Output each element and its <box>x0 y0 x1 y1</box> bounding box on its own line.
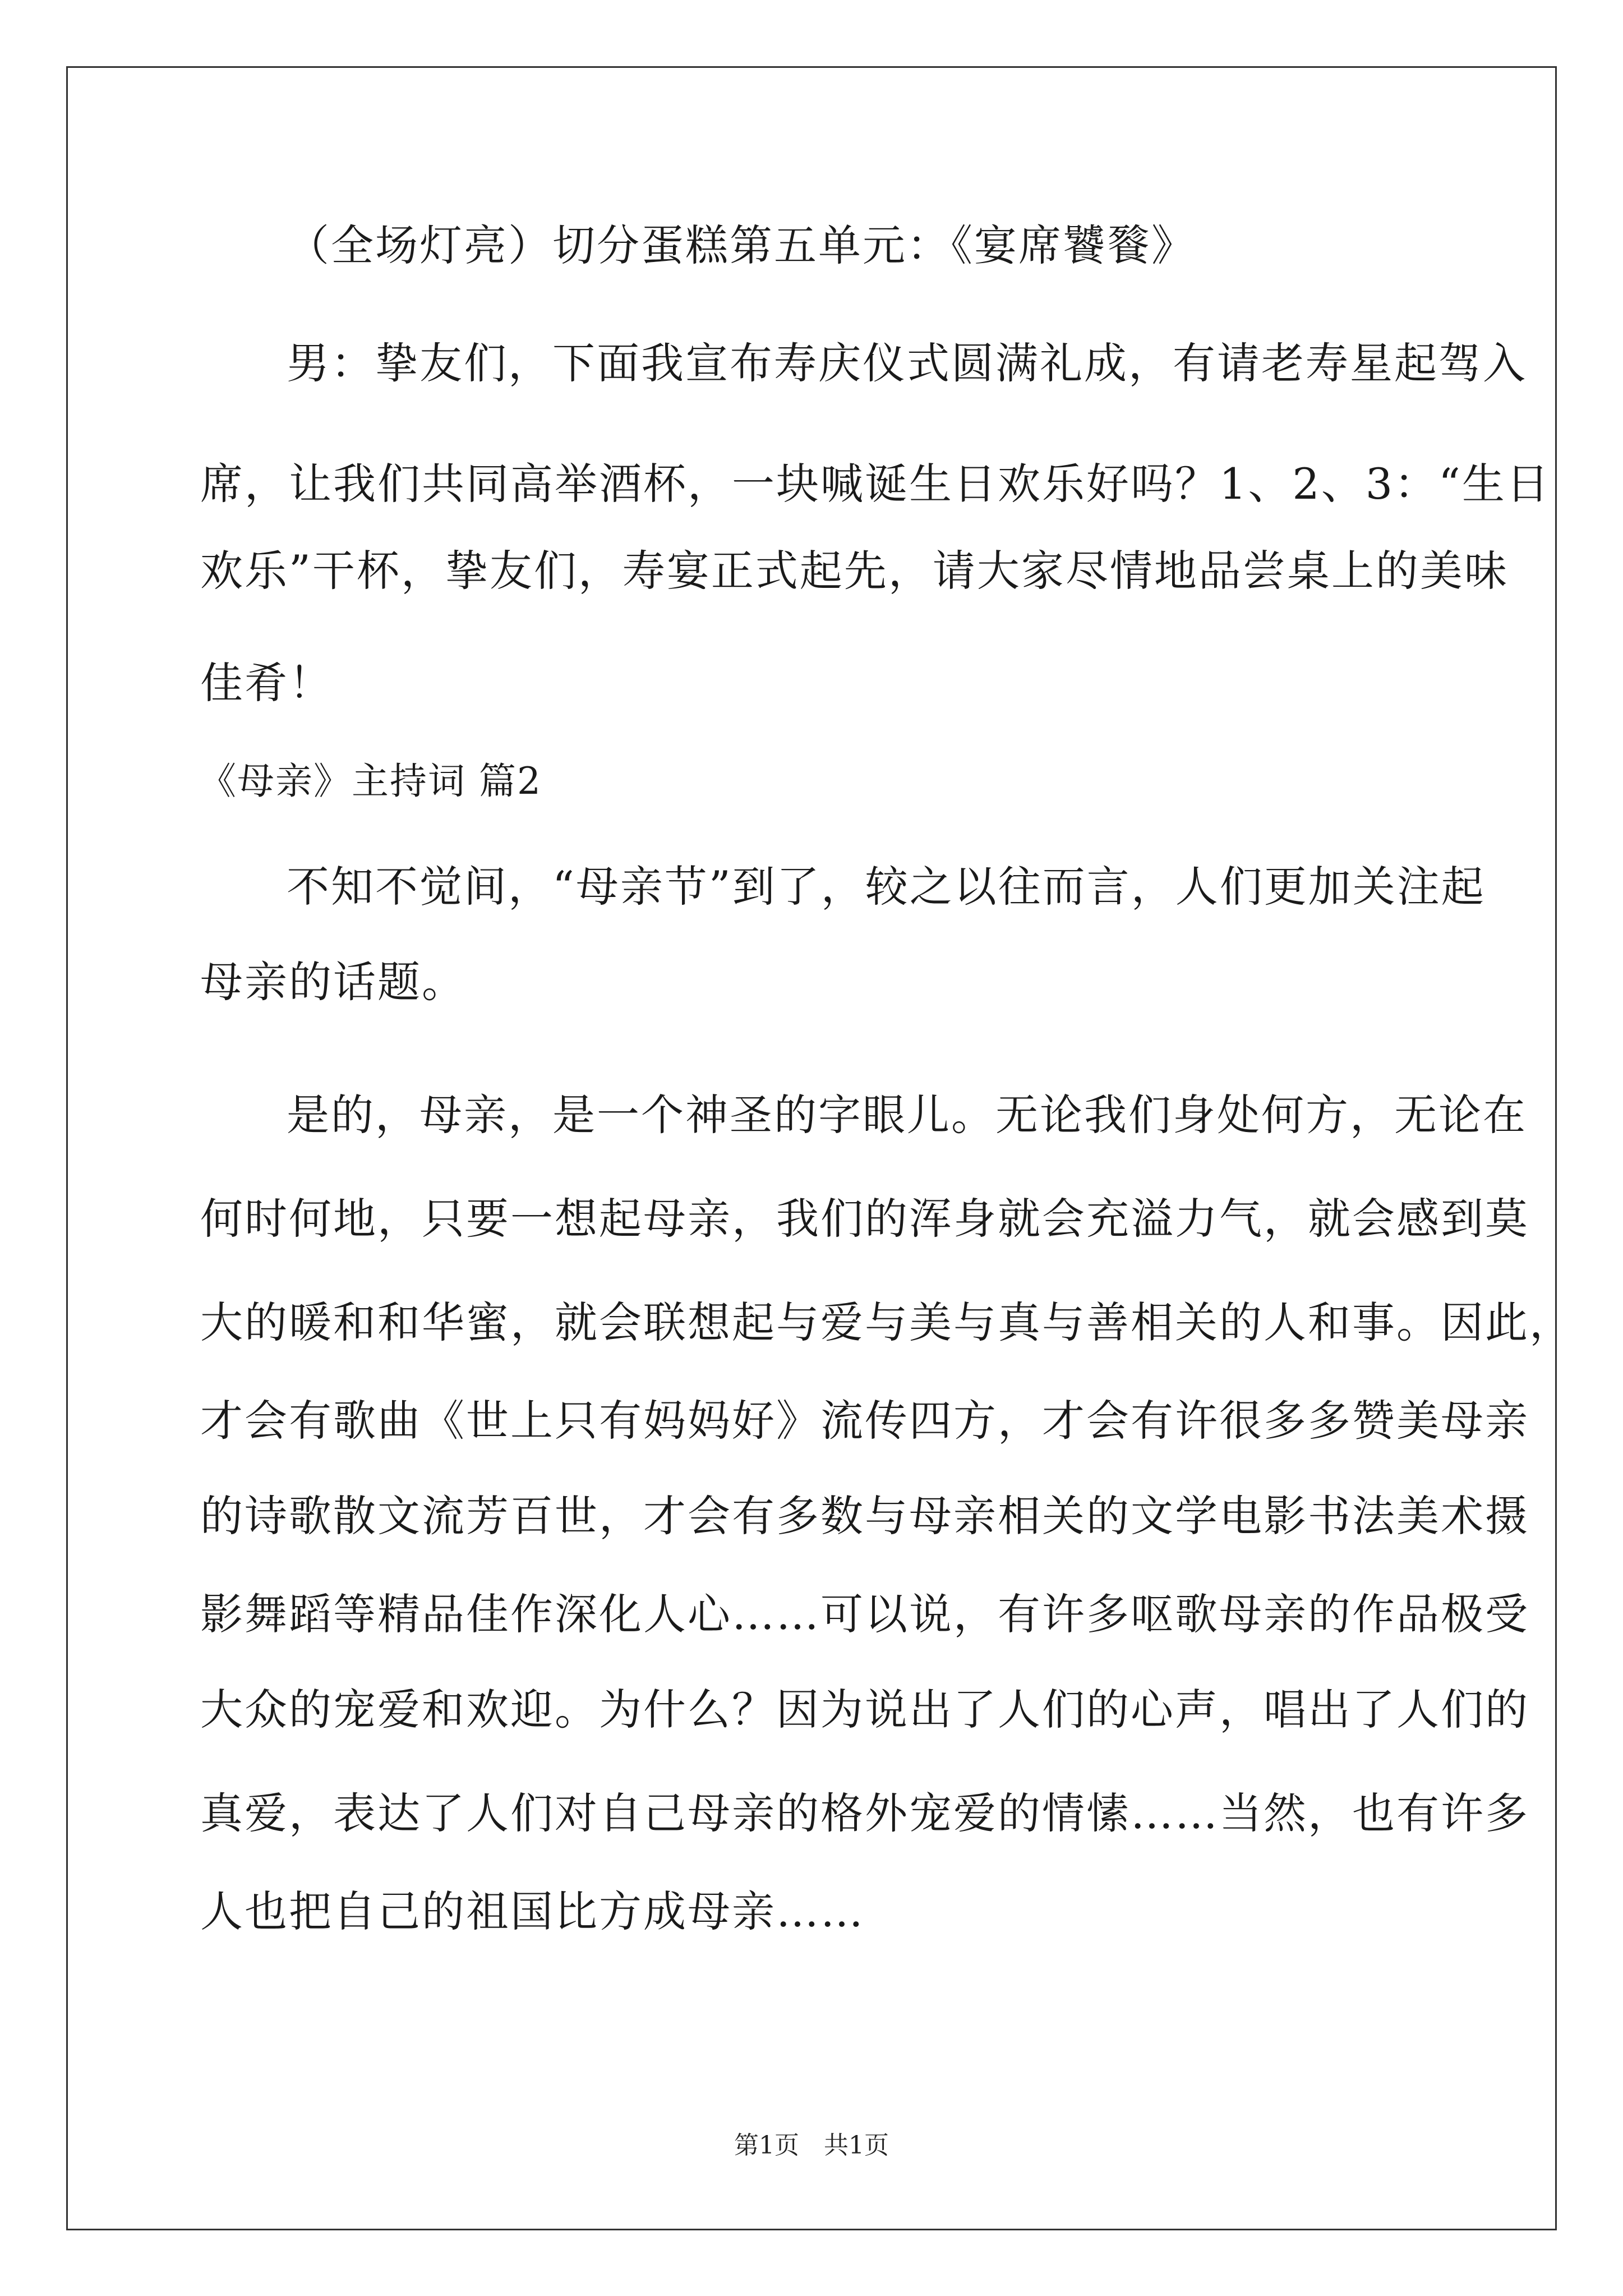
paragraph-line: 男：挚友们，下面我宣布寿庆仪式圆满礼成，有请老寿星起驾入 <box>287 338 1527 388</box>
paragraph-line: 的诗歌散文流芳百世，才会有多数与母亲相关的文学电影书法美术摄 <box>200 1491 1529 1541</box>
paragraph-line: 才会有歌曲《世上只有妈妈好》流传四方，才会有许很多多赞美母亲 <box>200 1396 1529 1446</box>
paragraph-line: 人也把自己的祖国比方成母亲…… <box>200 1887 865 1936</box>
paragraph-line: 大的暖和和华蜜，就会联想起与爱与美与真与善相关的人和事。因此， <box>200 1297 1574 1347</box>
paragraph-line: 佳肴！ <box>200 658 333 708</box>
section-heading: 《母亲》主持词 篇2 <box>199 760 542 803</box>
page-footer: 第1页 共1页 <box>734 2131 889 2160</box>
paragraph-line: 影舞蹈等精品佳作深化人心……可以说，有许多呕歌母亲的作品极受 <box>200 1589 1529 1639</box>
paragraph-line: 大众的宠爱和欢迎。为什么？因为说出了人们的心声，唱出了人们的 <box>200 1685 1529 1734</box>
paragraph-line: 不知不觉间，“母亲节”到了，较之以往而言，人们更加关注起 <box>287 862 1486 912</box>
paragraph-line: 是的，母亲，是一个神圣的字眼儿。无论我们身处何方，无论在 <box>287 1090 1527 1140</box>
paragraph-line: 真爱，表达了人们对自己母亲的格外宠爱的情愫……当然，也有许多 <box>200 1788 1529 1838</box>
paragraph-line: 欢乐”干杯，挚友们，寿宴正式起先，请大家尽情地品尝桌上的美味 <box>200 546 1509 596</box>
paragraph-line: 母亲的话题。 <box>200 957 466 1007</box>
paragraph-line: 席，让我们共同高举酒杯，一块喊诞生日欢乐好吗？1、2、3：“生日 <box>200 459 1551 509</box>
paragraph-line: （全场灯亮）切分蛋糕第五单元：《宴席饕餮》 <box>287 220 1196 270</box>
paragraph-line: 何时何地，只要一想起母亲，我们的浑身就会充溢力气，就会感到莫 <box>200 1194 1529 1244</box>
